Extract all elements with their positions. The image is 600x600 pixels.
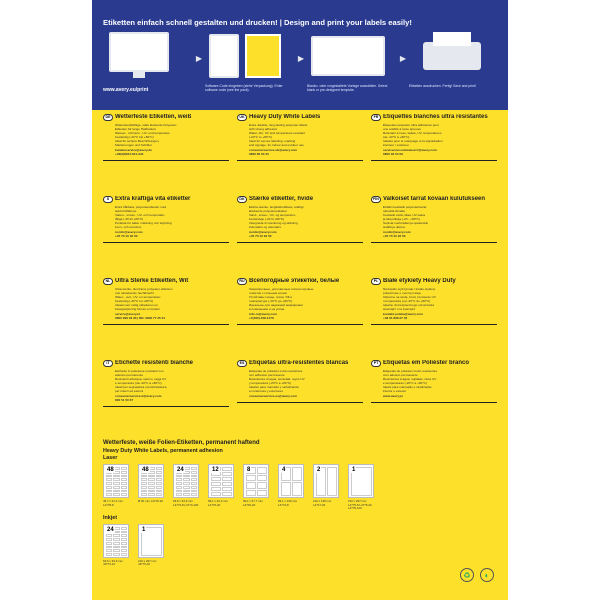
language-line: starkt häftämne [115,209,137,214]
product-code: 99,1 x 139 mm L4774-8 [278,499,298,507]
label-sheet-thumbnail [103,464,129,498]
language-line: nordic@avery.com [249,229,277,234]
label-sheet-thumbnail [138,464,164,498]
language-line: Ultra-sterke, duurzame polyester etiketten [115,287,173,291]
product-range [103,440,497,567]
language-title: Всепогодные этикетки, белые [249,278,340,284]
language-line: Resistentes à água, sujidade, raios UV [383,377,437,382]
language-line: poliestrowe o mocnym kleju [383,291,421,296]
label-sheet-thumbnail [138,524,164,558]
language-body [103,205,229,238]
language-line: www.avery.pt [383,393,403,398]
inkjet-product-item [103,524,129,567]
header-title: Etiketten einfach schnell gestalten und drucken! | Design and print your labels easily! [103,18,412,27]
language-line: Extra durable, long-lasting polyester labels [249,123,308,127]
product-code: 45,7 x 21,2 mm L4778-8 [103,499,123,507]
language-line: Idealne do bezpiecznego oznaczania [383,303,434,308]
labels-per-sheet: 24 [107,526,114,533]
divider [103,160,229,161]
language-line: klæbende polyesteretiketter [249,209,288,214]
language-code-badge: IT [103,360,113,367]
labels-per-sheet: 1 [352,467,356,473]
language-title: Białe etykiety Heavy Duty [383,278,456,284]
language-code-badge: PL [371,278,381,285]
step-print [409,30,497,106]
product-title: Wetterfeste, weiße Folien-Etiketten, permanent haftend [103,440,260,446]
language-line: Resistenti all'acqua, sporco, raggi UV [115,377,167,382]
laser-product-item [103,464,129,511]
language-section-nl [103,278,229,356]
language-line: в помещении и на улице [249,307,285,312]
language-section-uk [237,114,363,192]
language-section-fin [371,196,497,274]
language-line: inom- och utomhus [115,225,142,230]
language-line: Étiquettes polyester ultra adhésives pour [383,123,439,127]
language-line: Устойчивы к воде, грязи, УФ и [249,295,293,300]
language-line: kontakt-polska@avery.com [383,311,423,316]
labels-per-sheet: 1 [142,526,146,533]
language-line: sisällä ja ulkona [383,225,405,230]
divider [371,160,497,161]
language-line: consumerservice-es@avery.com [249,393,298,398]
label-sheet-thumbnail [243,464,269,498]
language-code-badge: NL [103,278,113,285]
recycle-icon: ♻ [460,568,474,582]
language-body [103,369,229,402]
language-body [371,369,497,398]
divider [237,242,363,243]
product-code: Ø 30 mm L4716-20 [138,499,163,503]
language-line: Идеальны для надёжной маркировки [249,303,303,308]
language-line: этикетки с сильным клеем [249,291,287,296]
laser-product-item [278,464,304,511]
arrow-right-icon: ▶ [195,54,202,63]
labels-per-sheet: 24 [177,467,184,473]
laser-heading: Laser [103,455,118,461]
footer-icons [460,568,494,582]
language-section-ru [237,278,363,356]
language-line: Etiquetas de poliéster muito resistentes [383,369,437,373]
language-line: Ideaal voor veilig etiketteren en [115,303,158,308]
print-steps [103,30,497,106]
language-line: beständig (-20°C bis +80°C) [115,135,154,140]
language-line: температуре (-20°C до +80°C) [249,299,293,304]
template-screen-icon [307,30,395,82]
labels-per-sheet: 2 [317,467,321,473]
language-header [103,196,229,203]
language-line: Vatten-, smuts-, UV- och temperatur- [115,213,166,218]
language-line: vahvalla liimalla [383,209,405,214]
divider [237,324,363,325]
language-line: and signage, for indoor and outdoor use [249,143,304,148]
avery-print-url[interactable]: www.avery.eu/print [103,87,149,93]
language-line: Сверхпрочные, долговечные полиэстеровые [249,287,314,291]
language-header [103,114,229,121]
product-code: 99,1 x 42,3 mm L4776-20 [208,499,228,507]
label-sheet-thumbnail [278,464,304,498]
language-line: (de -20°C à +80°C) [383,135,410,140]
language-line: bestandige (-20 til +80°C) [249,217,285,222]
language-body [237,369,363,398]
language-header [237,278,363,285]
language-line: Velegnede til mærkning og skiltning [249,221,298,226]
language-body [371,287,497,320]
language-line: Etiketten für lange Haltbarkeit [115,127,156,132]
divider [103,406,229,407]
language-code-badge: RU [237,278,247,285]
step-caption-3: Etiketten ausdrucken. Fertig! Save and print! [409,84,476,88]
language-line: Idéales pour le marquage et la signalisation [383,139,443,144]
language-code-badge: ES [237,360,247,367]
language-line: met uitstekende hechtkracht [115,291,154,296]
labels-per-sheet: 8 [247,467,251,473]
label-sheet-thumbnail [208,464,234,498]
language-title: Etiquetas em Poliéster branco [383,360,470,366]
language-line: info-ru@avery.com [249,311,277,316]
language-body [237,287,363,320]
monitor-icon [103,30,191,93]
language-section-fr [371,114,497,192]
language-title: Étiquettes blanches ultra résistantes [383,114,488,120]
language-line: +48 61 898 27 46 [383,315,408,320]
language-body [103,287,229,320]
language-line: Résistant à l'eau, saleté, UV, températures [383,131,442,136]
labels-per-sheet: 12 [212,467,219,473]
language-body [237,205,363,238]
language-code-badge: UK [237,114,247,121]
language-line: Water, dirt, UV and temperature resistant [249,131,306,136]
language-header [103,360,229,367]
step-caption-1: Software-Code eingeben (siehe Verpackung). Enter software code (see the pack). [205,84,283,93]
language-line: consumerservice-uk@avery.com [249,147,298,152]
language-code-badge: S [103,196,113,203]
laser-product-item [208,464,234,511]
language-line: Ideal für sichere Beschriftungen, [115,139,160,144]
language-line: con adhesivo permanente [249,373,285,378]
divider [371,242,497,243]
language-line: Wasser-, schmutz-, UV- und temperatur- [115,131,171,136]
language-line: bewegwijzering binnen en buiten [115,307,160,312]
language-section-dk [237,196,363,274]
language-title: Extra kraftiga vita etiketter [115,196,191,202]
language-line: Water-, vuil-, UV- en temperatuur- [115,295,162,300]
language-sections [103,114,497,438]
step-software-code [205,30,304,106]
inkjet-products [103,524,497,567]
product-code: 63,5 x 33,9 mm L4773-8 L4773-100 [173,499,199,507]
language-line: com adesivo permanente [383,373,418,378]
language-line: Etichette in poliestere resistenti con [115,369,164,373]
laser-products [103,464,497,511]
language-code-badge: DE [103,114,113,121]
labels-per-sheet: 4 [282,467,286,473]
language-line: e temperaturas (-20°C a +80°C) [383,381,427,386]
language-section-de [103,114,229,192]
label-sheet-thumbnail [173,464,199,498]
language-section-es [237,360,363,438]
arrow-right-icon: ▶ [297,54,304,63]
product-code: 210 x 297 mm J4775-10 [138,558,157,567]
language-code-badge: DK [237,196,247,203]
language-code-badge: FIN [371,196,381,203]
product-code: 99,1 x 67,7 mm L4715-20 [243,499,263,507]
language-line: per interni ed esterni [115,389,144,394]
language-code-badge: FR [371,114,381,121]
language-line: Kestävät vettä, likaa, UV-valoa [383,213,425,218]
language-line: (-20°C to +80°C) [249,135,273,140]
language-line: bestendig (-20°C tot +80°C) [115,299,154,304]
language-line: Perfekta för säker märkning och skyltning [115,221,172,226]
label-sheet-thumbnail [348,464,374,498]
laser-product-item [243,464,269,511]
language-section-s [103,196,229,274]
language-line: with strong adhesive [249,127,278,132]
inkjet-heading: Inkjet [103,514,118,521]
product-code: 210 x 297 mm L4775-8 L4775-20 L4775-100 [348,499,372,511]
language-line: +45 70 10 18 00 [249,233,272,238]
divider [371,402,497,403]
language-title: Valkoiset tarrat kovaan kulutukseen [383,196,486,202]
language-line: en interiores y exteriores [249,389,283,394]
divider [371,324,497,325]
language-line: Sopivat merkintään ja opasteisiin [383,221,429,226]
language-line: serviceconsommateur.fr@avery.com [383,147,437,152]
language-title: Heavy Duty White Labels [249,114,321,120]
language-section-it [103,360,229,438]
language-line: nordic@avery.com [383,229,411,234]
language-line: nordic@avery.com [115,229,143,234]
language-line: +7(495) 228-1476 [249,315,274,320]
laser-product-item [138,464,164,511]
label-sheet-thumbnail [103,524,129,558]
green-dot-icon: ◐ [480,568,494,582]
language-header [237,114,363,121]
divider [103,242,229,243]
divider [103,324,229,325]
language-line: Etiquetas de poliéster extra resistentes [249,369,303,373]
label-sheet-thumbnail [313,464,339,498]
language-line: Ideali per segnaletica ed etichettatura [115,385,167,390]
step-caption-2: Blanko- oder vorgestaltete Vorlage auswählen. Select blank or pre-designed template. [307,84,388,93]
language-line: 0800 099 33 90 | BE: 0800 77 25 01 [115,315,166,320]
language-line: ja lämpötiloja (-20 - +80°C) [383,217,420,222]
arrow-right-icon: ▶ [399,54,406,63]
language-line: Niezwykle wytrzymałe i trwałe etykiety [383,287,436,291]
language-line: 800 51 50 67 [115,397,134,402]
language-line: 0800 36 54 09 [383,151,403,156]
laser-product-item [348,464,374,511]
laser-product-item [173,464,199,511]
step-enter-code [103,30,202,106]
language-line: tåliga (-20 till +80°C) [115,217,144,222]
language-line: indendørs og udendørs [249,225,281,230]
language-line: Ideais para marcação e sinalização [383,385,432,390]
language-title: Etiquetas ultra-resistentes blancas [249,360,349,366]
software-pack-icon [205,30,293,82]
header-band [92,0,508,110]
language-line: Widerstandsfähige, stark klebende Polyester- [115,123,178,127]
divider [237,160,363,161]
language-body [237,123,363,156]
language-section-pt [371,360,497,438]
language-body [371,123,497,156]
product-code: 63,5 x 33,9 mm J4773-10 [103,558,123,567]
language-line: Odporne na wodę, brud, promienie UV [383,295,436,300]
label-sheet-page [92,0,508,600]
language-title: Stærke etiketter, hvide [249,196,314,202]
language-body [371,205,497,238]
language-line: 0800 80 50 20 [249,151,269,156]
language-line: Ekstra stærke, langtidsholdbare, kraftigt [249,205,304,209]
language-code-badge: PT [371,360,381,367]
language-title: Ultra Sterke Etiketten, Wit [115,278,189,284]
language-line: consumerservice-it@avery.com [115,393,162,398]
language-line: Erittäin kestävät polyesteritarrat [383,205,427,209]
language-line: service@avery.nl [115,311,141,316]
language-line: Markierungen und Schilder [115,143,152,148]
step-select-template [307,30,406,106]
language-title: Wetterfeste Etiketten, weiß [115,114,192,120]
language-line: kundenservice@avery.de [115,147,153,152]
language-header [103,278,229,285]
language-line: Vand-, snavs-, UV- og temperatur- [249,213,296,218]
language-line: Resistentes al agua, suciedad, rayos UV [249,377,305,382]
language-line: +45 70 10 18 00 [115,233,138,238]
language-line: interior e exterior [383,389,407,394]
language-line: une solidité à toute épreuve [383,127,422,132]
labels-per-sheet: 48 [142,467,149,473]
labels-per-sheet: 48 [107,467,114,473]
language-line: adesivo permanente [115,373,144,378]
language-line: +45 70 10 18 00 [383,233,406,238]
language-header [237,196,363,203]
language-line: intérieur / extérieur [383,143,409,148]
divider [237,402,363,403]
language-line: Ideales para marcado y señalización [249,385,300,390]
inkjet-product-item [138,524,164,567]
language-header [371,278,497,285]
language-line: +49(0)8024-641-343 [115,151,144,156]
laser-product-item [313,464,339,511]
language-section-pl [371,278,497,356]
language-header [371,196,497,203]
language-line: Extra hållbara, polyesteretiketter med [115,205,167,209]
language-header [371,360,497,367]
language-line: wewnątrz i na zewnątrz [383,307,416,312]
language-line: Ideal for secure labelling, marking [249,139,296,144]
language-header [237,360,363,367]
language-line: i temperaturę (od -20°C do +80°C) [383,299,431,304]
language-title: Etichette resistenti bianche [115,360,194,366]
language-body [103,123,229,156]
language-line: y temperatura (-20°C a +80°C) [249,381,292,386]
language-line: e temperature (da -20°C a +80°C) [115,381,162,386]
product-subtitle: Heavy Duty White Labels, permanent adhesion [103,448,223,454]
printer-icon [409,30,497,82]
language-header [371,114,497,121]
product-code: 210 x 148 mm L4717-20 [313,499,332,507]
